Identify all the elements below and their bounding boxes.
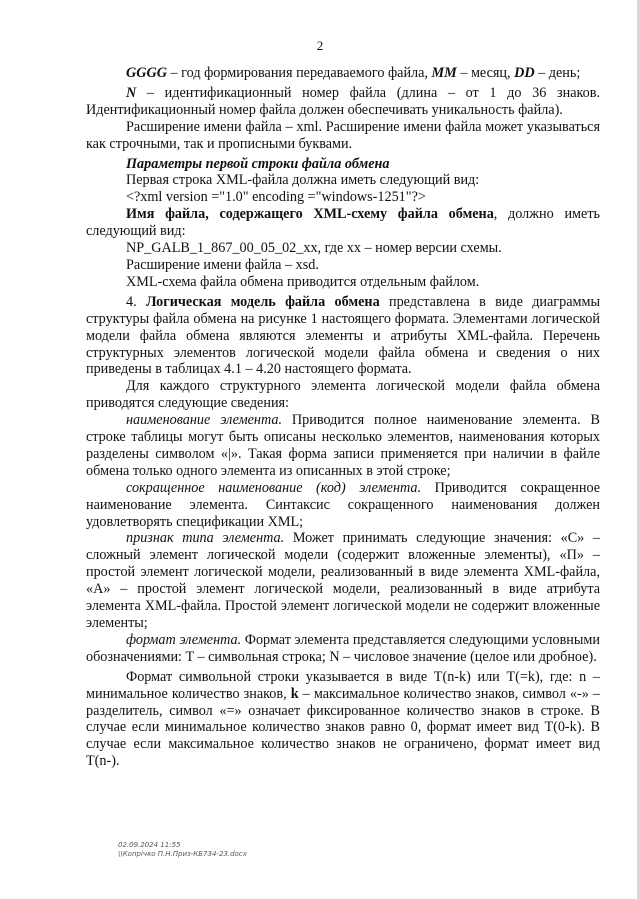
paragraph-element-info-intro: Для каждого структурного элемента логической модели файла обмена приводятся следующие сведения: xyxy=(86,378,600,412)
xml-declaration-line: <?xml version ="1.0" encoding ="windows-1251"?> xyxy=(126,189,426,206)
paragraph-file-id: N – идентификационный номер файла (длина – от 1 до 36 знаков. Идентификационный номер файла должен обеспечивать уникальность файла). xyxy=(86,84,600,118)
term-mm: MM xyxy=(431,65,457,81)
term-gggg: GGGG xyxy=(126,65,167,81)
term-k: k xyxy=(290,685,299,702)
schema-file-name-value: NP_GALB_1_867_00_05_02_xx, где xx – номер версии схемы. xyxy=(126,240,502,257)
paragraph-xsd-extension: Расширение имени файла – xsd. xyxy=(126,256,319,273)
paragraph-string-format: Формат символьной строки указывается в виде T(n-k) или T(=k), где: n – минимальное количество знаков, k – максимальное количество знаков, символ «-» – разделитель, символ «=» означает фиксированное количество знаков в строке. В случае если минимальное количество знаков равно 0, формат имеет вид T(0-k). В случае если максимальное количество знаков не ограничено, формат имеет вид T(n-). xyxy=(86,668,600,770)
paragraph-xml-extension: Расширение имени файла – xml. Расширение имени файла может указываться как строчными, так и прописными буквами. xyxy=(86,118,600,152)
footer-timestamp: 02.09.2024 11:55 xyxy=(118,841,181,849)
schema-file-name-heading: Имя файла, содержащего XML-схему файла обмена xyxy=(126,206,494,223)
term-n: N xyxy=(126,84,137,101)
paragraph-element-name: наименование элемента. Приводится полное наименование элемента. В строке таблицы могут быть описаны несколько элементов, наименования которых разделены символом «|». Такая форма записи применяется при наличии в файле обмена только одного элемента из описанных в этой строке; xyxy=(86,412,600,479)
footer-file-path: \\Копрічко П.Н.Приз-КБ734-23.docx xyxy=(118,850,247,858)
section-heading-first-line: Параметры первой строки файла обмена xyxy=(126,155,390,172)
footer-file-info xyxy=(118,841,247,859)
paragraph-first-line-intro: Первая строка XML-файла должна иметь следующий вид: xyxy=(126,172,480,189)
paragraph-element-format: формат элемента. Формат элемента представляется следующими условными обозначениями: T – символьная строка; N – числовое значение (целое или дробное). xyxy=(86,631,600,665)
paragraph-schema-separate-file: XML-схема файла обмена приводится отдельным файлом. xyxy=(126,273,480,290)
paragraph-element-type: признак типа элемента. Может принимать следующие значения: «С» – сложный элемент логической модели (содержит вложенные элементы), «П» – простой элемент логической модели, реализованный в виде элемента XML-файла, «А» – простой элемент логической модели, реализованный в виде атрибута элемента XML-файла. Простой элемент логической модели не содержит вложенные элементы; xyxy=(86,530,600,631)
term-dd: DD xyxy=(514,65,535,81)
paragraph-logical-model: 4. Логическая модель файла обмена представлена в виде диаграммы структуры файла обмена на рисунке 1 настоящего формата. Элементами логической модели файла обмена являются элементы и атрибуты XML-файла. Перечень структурных элементов логической модели файла обмена и сведения о них приведены в таблицах 4.1 – 4.20 настоящего формата. xyxy=(86,293,601,378)
document-body xyxy=(86,65,600,770)
paragraph-schema-file-name: Имя файла, содержащего XML-схему файла обмена, должно иметь следующий вид: xyxy=(86,206,600,240)
paragraph-year-month-day: GGGG – год формирования передаваемого файла, MM – месяц, DD – день; xyxy=(126,65,581,81)
logical-model-heading: Логическая модель файла обмена xyxy=(145,293,380,310)
paragraph-element-code: сокращенное наименование (код) элемента. Приводится сокращенное наименование элемента. Синтаксис сокращенного наименования должен удовлетворять спецификации XML; xyxy=(86,479,601,530)
page-number: 2 xyxy=(316,38,324,53)
